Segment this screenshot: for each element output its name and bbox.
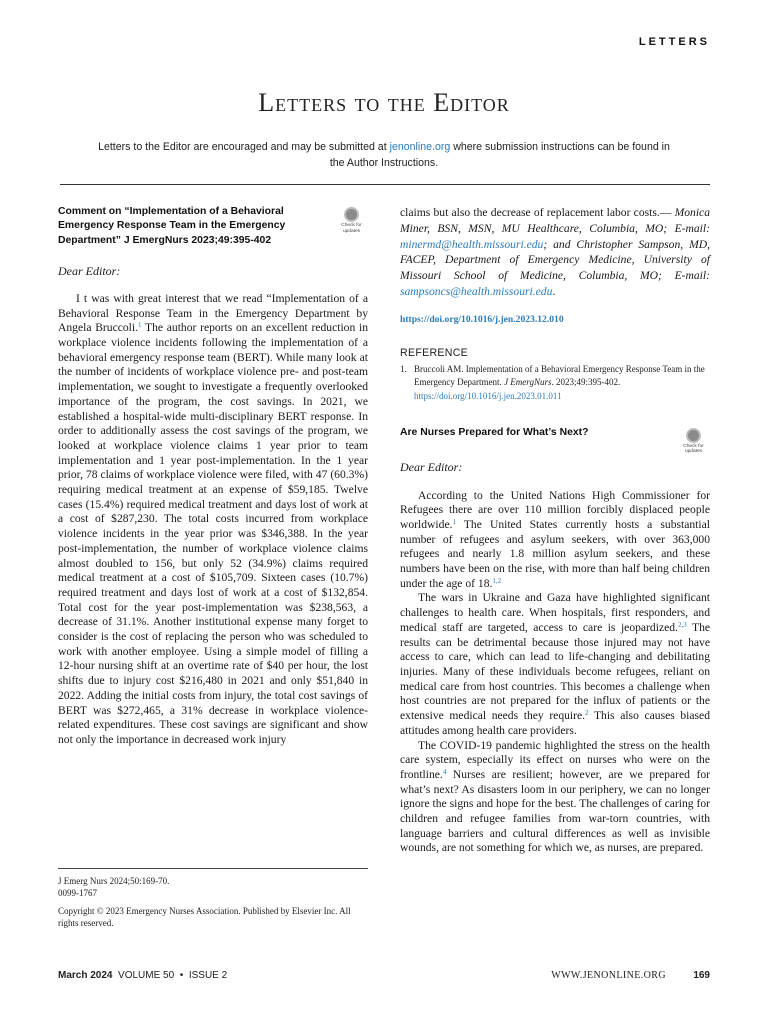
article2-p3-b: Nurses are resilient; however, are we prepared for what’s next? As disasters loom in our periphery, we can no longer ignore the signs and hope for the best. The challenges of caring for children and refugee families from war-torn countries, with language barriers and cultural differences as well as invisible wounds, are not something for which we, as nurses, are prepared.: [400, 767, 710, 855]
citation-ref[interactable]: 1,2: [492, 576, 502, 585]
article2-header: [400, 426, 710, 460]
intro-text-before: Letters to the Editor are encouraged and may be submitted at: [98, 141, 390, 153]
article2-p2-b: The results can be detrimental because those injured may not have access to care, which can lead to life-changing and debilitating injuries. Many of these individuals become refugees, reliant on medical care from host countries. This becomes a challenge when host countries are not prepared for the influx of patients or the extensive medical needs they require.: [400, 620, 711, 723]
volume: VOLUME 50: [118, 970, 175, 981]
author-info-1: Monica Miner, BSN, MSN, MU Healthcare, Columbia, MO; E-mail:: [400, 206, 710, 235]
citation-ref[interactable]: 1: [452, 517, 456, 526]
article2-paragraph-2: [400, 591, 710, 738]
badge-label: [341, 223, 362, 234]
header-divider: [60, 184, 710, 185]
citation-ref[interactable]: 4: [442, 767, 447, 776]
article1-signature: [400, 205, 710, 300]
article1-paragraph: [58, 292, 368, 748]
page-number: 169: [693, 970, 710, 981]
footnote: [58, 868, 368, 929]
reference-heading: REFERENCE: [400, 346, 469, 359]
journal-website[interactable]: WWW.JENONLINE.ORG: [551, 970, 666, 981]
issue-info: [58, 970, 227, 981]
badge-label-line2: updates: [684, 449, 703, 455]
reference-text: [414, 363, 710, 404]
check-updates-icon: [344, 207, 359, 222]
reference-number: 1.: [400, 363, 407, 374]
article2-p1-b: The United States currently hosts a substantial number of refugees and asylum seekers, with over 363,000 refugees and nearly 1.8 million asylum seekers, and these numbers have been on the rise, with more than half being children under the age of 18.: [400, 517, 710, 590]
article1-title: Comment on “Implementation of a Behavioral Emergency Response Team in the Emergency Department” J EmergNurs 2023;49:395-402: [58, 206, 286, 246]
intro-text: [90, 139, 678, 171]
bullet-separator: •: [179, 970, 184, 981]
running-head: LETTERS: [638, 36, 710, 48]
article1-doi-link[interactable]: https://doi.org/10.1016/j.jen.2023.12.010: [400, 313, 564, 325]
badge-label-line1: Check for: [341, 223, 362, 228]
left-column: [58, 205, 368, 748]
article2-p2-a: The wars in Ukraine and Gaza have highlighted significant challenges to health care. When hospitals, first responders, and medical staff are targeted, access to care is jeopardized.: [400, 591, 710, 634]
check-for-updates-badge-2[interactable]: [677, 428, 710, 461]
reference-body: Bruccoli AM. Implementation of a Behavioral Emergency Response Team in the Emergency Department.: [414, 363, 705, 388]
issue-date: March 2024: [58, 970, 113, 981]
issue-number: ISSUE 2: [188, 970, 228, 981]
author-info-2: ; and Christopher Sampson, MD, FACEP, Department of Emergency Medicine, University of Missouri School of Medicine, Columbia, MO; E-mail:: [400, 237, 710, 283]
reference-item: [400, 363, 710, 404]
article1-header: [58, 205, 368, 248]
article2-title: Are Nurses Prepared for What’s Next?: [400, 426, 589, 438]
reference-doi-link[interactable]: https://doi.org/10.1016/j.jen.2023.01.011: [414, 390, 562, 401]
intro-text-after: where submission instructions can be found in the Author Instructions.: [329, 141, 670, 169]
article2-paragraph-1: [400, 489, 710, 592]
author-info-end: .: [552, 284, 556, 298]
article1-salutation: Dear Editor:: [58, 263, 121, 278]
author-email-1[interactable]: minermd@health.missouri.edu: [400, 237, 544, 251]
citation-ref[interactable]: 2,3: [677, 620, 687, 629]
copyright: Copyright © 2023 Emergency Nurses Association. Published by Elsevier Inc. All rights reserved.: [58, 906, 351, 928]
section-title: Letters to the Editor: [258, 88, 510, 117]
reference-detail: . 2023;49:395-402.: [551, 377, 621, 388]
badge-label-line2: updates: [342, 228, 361, 234]
right-column: [400, 205, 710, 856]
article2-salutation: Dear Editor:: [400, 459, 463, 474]
check-for-updates-badge[interactable]: [335, 207, 368, 240]
reference-journal: J EmergNurs: [504, 377, 552, 388]
footnote-divider: [58, 868, 368, 869]
journal-citation: J Emerg Nurs 2024;50:169-70.: [58, 876, 170, 886]
citation-ref[interactable]: 1: [138, 321, 142, 330]
article1-continuation: claims but also the decrease of replacement labor costs.—: [400, 206, 672, 219]
citation-ref[interactable]: 2: [585, 709, 589, 718]
article2-paragraph-3: [400, 739, 710, 857]
check-updates-icon: [686, 428, 701, 443]
badge-label-line1: Check for: [683, 443, 704, 449]
article1-p1-b: The author reports on an excellent reduction in workplace violence incidents following the implementation of a behavioral emergency response team (BERT). While many look at the number of incidents of workplace violence pre- and post-team implementation, we sought to investigate a frequently overlooked importance of the program, the cost savings. In 2021, we established a hospital-wide multi-disciplinary BERT response. In order to additionally assess the cost savings of the program, we looked at workplace violence claims 1 year prior to team implementation and 1 year post-implementation. In the 1 year prior, 78 claims of workplace violence were filed, with 47 (60.3%) requiring medical treatment at an expense of $59,185. Twelve cases (15.4%) required medical treatment and days lost of work at a cost of $287,230. The total costs incurred from workplace violence incidents in the year prior was $346,388. In the year post-implementation, the number of workplace violence claims almost doubled to 156, but only 52 (34.9%) claims required medical treatment at a cost of $105,709. Sixteen cases (10.7%) required treatment and days lost of work at a cost of $132,854. Total cost for the year post-implementation was $238,563, a decrease of 31.1%. Another institutional expense many forget to consider is the cost of replacing the person who was scheduled to work with another employee. Using a simple model of filling a 12-hour nursing shift at an overtime rate of $40 per hour, the lost shifts due to injury cost $216,480 in 2021 and only $51,840 in 2022. Adding the initial costs from injury, the total cost savings of BERT was $272,465, a 31% decrease in workplace violence-related expenditures. These cost savings are significant and show not only the importance in decreased work injury: [58, 321, 368, 746]
issn: 0099-1767: [58, 888, 97, 898]
jenonline-link[interactable]: jenonline.org: [389, 141, 451, 153]
article2-p1-a: According to the United Nations High Commissioner for Refugees there are over 110 million forcibly displaced people worldwide.: [400, 488, 710, 531]
badge-label: [683, 444, 704, 455]
author-email-2[interactable]: sampsoncs@health.missouri.edu: [400, 284, 553, 298]
article1-p1-a: I t was with great interest that we read “Implementation of a Behavioral Response Team in the Emergency Department by Angela Bruccoli.: [58, 291, 368, 335]
article2-p3-a: The COVID-19 pandemic highlighted the stress on the health care system, especially its effect on nurses who were on the frontline.: [400, 738, 710, 781]
article2-p2-c: This also causes biased attitudes among health care providers.: [400, 709, 710, 737]
